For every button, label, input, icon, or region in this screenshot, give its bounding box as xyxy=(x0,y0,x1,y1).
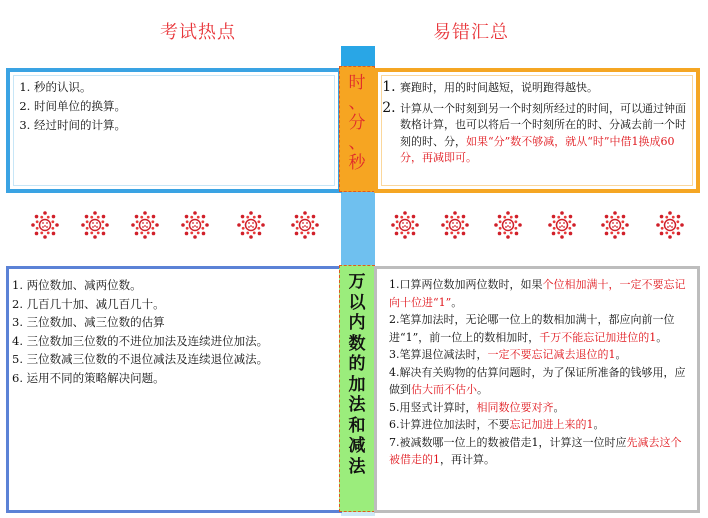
topic-char: 时 xyxy=(348,73,366,93)
hot-point-item: 5. 三位数减三位数的不退位减法及连续退位减法。 xyxy=(12,352,269,366)
mistakes-list-time xyxy=(382,79,688,170)
red-dotted-sun-icon xyxy=(80,210,110,240)
hot-point-item: 3. 经过时间的计算。 xyxy=(34,116,126,135)
mistake-text: 7.被减数哪一位上的数被借走1，计算这一位时应 xyxy=(389,435,627,449)
red-dotted-sun-icon xyxy=(547,210,577,240)
mistake-text: 6.计算进位加法时，不要 xyxy=(389,418,510,431)
topic-char: 数 xyxy=(348,333,366,354)
hot-points-heading: 考试热点 xyxy=(160,22,236,43)
center-spine-divider xyxy=(341,188,375,266)
hot-point-item: 6. 运用不同的策略解决问题。 xyxy=(12,370,165,385)
mistake-text: ，再计算。 xyxy=(440,453,495,466)
mistake-item xyxy=(400,79,688,97)
hot-points-panel-arithmetic xyxy=(6,266,342,513)
mistake-text: 计算从一个时刻到另一个时刻所经过的时间，可以通过钟面数格计算，也可以将后一个时刻所在的时、分减去前一个时刻的时、分， xyxy=(400,101,686,148)
topic-char: 加 xyxy=(348,374,366,395)
hot-points-list-time xyxy=(18,78,126,135)
mistakes-panel-time xyxy=(374,68,700,193)
topic-char: 、 xyxy=(348,93,366,113)
mistake-text: 1.口算两位数加两位数时，如果 xyxy=(389,278,543,291)
hot-point-item: 1. 两位数加、减两位数。 xyxy=(12,278,142,292)
red-dotted-sun-icon xyxy=(130,210,160,240)
hot-point-item: 3. 三位数加、减三位数的估算 xyxy=(12,315,165,329)
mistake-item xyxy=(389,399,689,417)
mistake-item xyxy=(389,416,689,434)
red-dotted-sun-icon xyxy=(390,210,420,240)
topic-char: 万 xyxy=(348,272,366,292)
mistake-text: 赛跑时，用的时间越短，说明跑得越快。 xyxy=(400,81,598,94)
topic-label-time xyxy=(339,66,375,192)
mistake-item xyxy=(389,434,689,469)
emphasis-text: 个位相加满十，一定不要忘记向十位进“1” xyxy=(389,278,686,309)
red-dotted-sun-icon xyxy=(493,210,523,240)
mistake-text: 2.笔算加法时，无论哪一位上的数相加满十，都应向前一位进“1”，前一位上的数相加时， xyxy=(389,313,675,344)
topic-char: 分 xyxy=(348,113,366,133)
topic-char: 内 xyxy=(348,313,366,333)
mistake-text: 4.解决有关购物的估算问题时，为了保证所准备的钱够用，应做到 xyxy=(389,365,686,396)
mistake-item xyxy=(389,311,689,346)
mistake-text: 5.用竖式计算时， xyxy=(389,400,477,414)
topic-label-arithmetic xyxy=(339,265,375,512)
mistake-text: 。 xyxy=(593,418,605,431)
red-dotted-sun-icon xyxy=(600,210,630,240)
hot-point-item: 4. 三位数加三位数的不进位加法及连续进位加法。 xyxy=(12,333,269,348)
mistake-item xyxy=(389,346,689,364)
mistake-text: 3.笔算退位减法时， xyxy=(389,348,488,361)
mistake-text: 。 xyxy=(553,400,565,414)
emphasis-text: 一定不要忘记减去退位的1 xyxy=(487,348,616,361)
topic-char: 以 xyxy=(348,292,366,313)
mistake-item xyxy=(389,364,689,399)
emphasis-text: 相同数位要对齐 xyxy=(476,400,554,414)
mistake-text: 。 xyxy=(656,330,668,344)
emphasis-text: 估大而不估小 xyxy=(411,383,477,396)
topic-char: 的 xyxy=(348,354,366,374)
hot-points-panel-time xyxy=(6,68,342,193)
mistake-text: 。 xyxy=(615,348,627,361)
hot-point-item: 2. 时间单位的换算。 xyxy=(34,97,126,116)
red-dotted-sun-icon xyxy=(180,210,210,240)
red-dotted-sun-icon xyxy=(290,210,320,240)
hot-point-item: 2. 几百几十加、减几百几十。 xyxy=(12,296,165,311)
red-dotted-sun-icon xyxy=(440,210,470,240)
red-dotted-sun-icon xyxy=(30,210,60,240)
hot-points-list-arithmetic xyxy=(12,276,268,387)
mistake-item xyxy=(400,100,688,167)
mistake-text: 。 xyxy=(477,383,488,396)
center-spine-top xyxy=(341,46,375,68)
emphasis-text: 如果“分”数不够减，就从“时”中借1换成60分，再减即可。 xyxy=(400,134,675,164)
mistake-item xyxy=(389,276,689,311)
mistake-text: 。 xyxy=(451,295,463,309)
red-dotted-sun-icon xyxy=(236,210,266,240)
common-mistakes-heading: 易错汇总 xyxy=(433,22,509,43)
topic-char: 法 xyxy=(348,395,366,415)
topic-char: 减 xyxy=(348,436,366,456)
hot-point-item: 1. 秒的认识。 xyxy=(34,78,126,97)
emphasis-text: 先减去这个被借走的1 xyxy=(389,435,682,466)
mistakes-list-arithmetic xyxy=(389,276,689,469)
topic-char: 和 xyxy=(348,415,366,436)
topic-char: 秒 xyxy=(348,153,366,173)
mistakes-panel-arithmetic xyxy=(374,266,700,513)
topic-char: 法 xyxy=(348,456,366,477)
emphasis-text: 千万不能忘记加进位的1 xyxy=(539,330,657,344)
emphasis-text: 忘记加进上来的1 xyxy=(509,418,594,431)
topic-char: 、 xyxy=(348,133,366,153)
red-dotted-sun-icon xyxy=(655,210,685,240)
